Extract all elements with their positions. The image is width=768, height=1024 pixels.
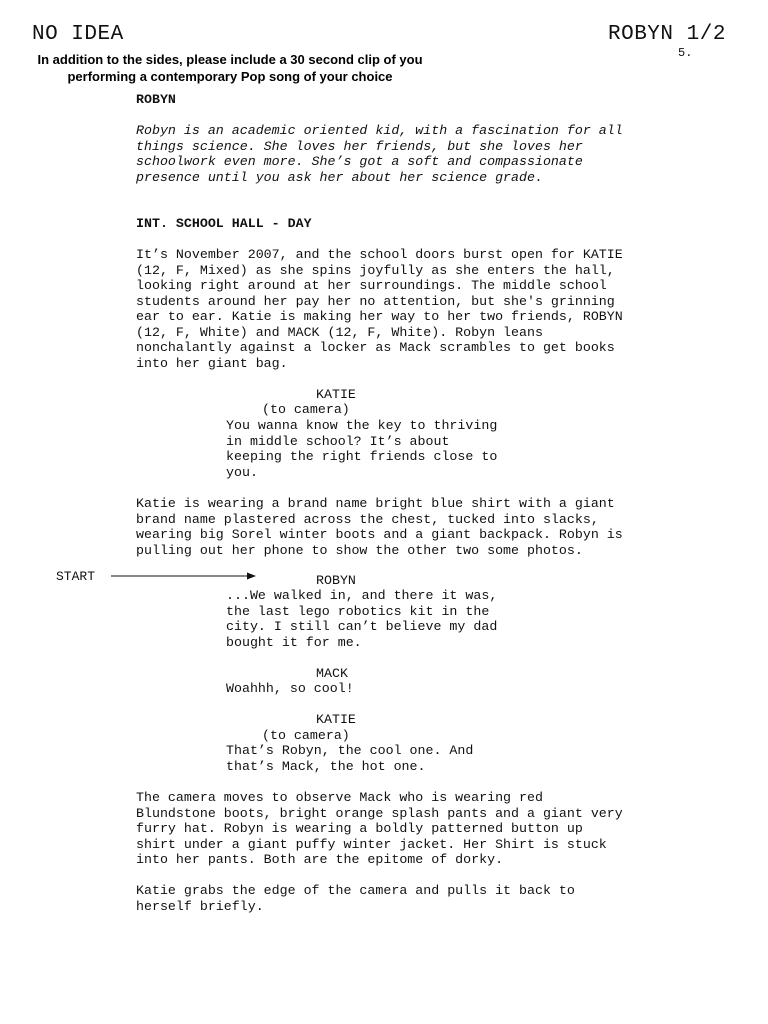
action-line: nonchalantly against a locker as Mack scrambles to get books <box>136 340 615 355</box>
action-line: Katie grabs the edge of the camera and pulls it back to <box>136 883 575 898</box>
arrow-right-icon <box>111 569 256 583</box>
character-description <box>136 123 623 185</box>
action-block <box>136 496 623 558</box>
dialogue-block <box>226 743 473 774</box>
dialogue-line: the last lego robotics kit in the <box>226 603 490 619</box>
dialogue-line: ...We walked in, and there it was, <box>226 588 498 603</box>
action-block <box>136 247 623 371</box>
action-line: (12, F, White) and MACK (12, F, White). Robyn leans <box>136 324 543 340</box>
parenthetical: (to camera) <box>262 728 350 743</box>
action-line: furry hat. Robyn is wearing a boldly patterned button up <box>136 821 583 836</box>
character-cue: MACK <box>316 666 348 681</box>
action-line: into her giant bag. <box>136 355 288 371</box>
action-line: Katie is wearing a brand name bright blue shirt with a giant <box>136 496 615 511</box>
dialogue-block <box>226 588 497 650</box>
dialogue-line: that’s Mack, the hot one. <box>226 758 426 774</box>
action-line: pulling out her phone to show the other two some photos. <box>136 542 583 558</box>
action-block <box>136 790 623 868</box>
page-number: 5. <box>678 46 693 60</box>
dialogue-line: city. I still can’t believe my dad <box>226 619 498 634</box>
dialogue-line: in middle school? It’s about <box>226 433 450 449</box>
action-line: looking right around at her surroundings. The middle school <box>136 278 607 293</box>
action-line: Blundstone boots, bright orange splash pants and a giant very <box>136 805 623 821</box>
action-line: herself briefly. <box>136 898 264 914</box>
action-line: brand name plastered across the chest, tucked into slacks, <box>136 511 599 527</box>
parenthetical: (to camera) <box>262 402 350 417</box>
description-line: Robyn is an academic oriented kid, with a fascination for all <box>136 123 623 138</box>
action-block <box>136 883 575 914</box>
dialogue-line: You wanna know the key to thriving <box>226 418 498 433</box>
action-line: The camera moves to observe Mack who is wearing red <box>136 790 543 805</box>
action-line: ear to ear. Katie is making her way to her two friends, ROBYN <box>136 309 623 324</box>
dialogue-block <box>226 418 497 480</box>
dialogue-line: you. <box>226 464 258 480</box>
action-line: shirt under a giant puffy winter jacket. Her Shirt is stuck <box>136 836 607 852</box>
character-cue: KATIE <box>316 387 356 402</box>
description-line: things science. She loves her friends, but she loves her <box>136 138 583 154</box>
action-line: students around her pay her no attention, but she's grinning <box>136 293 615 309</box>
character-cue: ROBYN <box>316 573 356 588</box>
note-line: In addition to the sides, please include a 30 second clip of you <box>37 52 423 67</box>
dialogue-block <box>226 681 354 697</box>
note-line: performing a contemporary Pop song of your choice <box>67 69 393 84</box>
dialogue-line: That’s Robyn, the cool one. And <box>226 743 474 758</box>
character-heading: ROBYN <box>136 92 176 107</box>
scene-heading: INT. SCHOOL HALL - DAY <box>136 216 312 231</box>
action-line: It’s November 2007, and the school doors burst open for KATIE <box>136 247 623 262</box>
dialogue-line: Woahhh, so cool! <box>226 681 354 696</box>
action-line: (12, F, Mixed) as she spins joyfully as she enters the hall, <box>136 262 615 278</box>
role-label: ROBYN 1/2 <box>608 23 726 46</box>
dialogue-line: bought it for me. <box>226 634 362 650</box>
submission-note <box>0 51 460 85</box>
description-line: presence until you ask her about her science grade. <box>136 169 543 185</box>
description-line: schoolwork even more. She’s got a soft and compassionate <box>136 154 583 169</box>
script-title: NO IDEA <box>32 23 124 46</box>
start-marker: START <box>56 569 96 584</box>
action-line: wearing big Sorel winter boots and a giant backpack. Robyn is <box>136 527 623 542</box>
character-cue: KATIE <box>316 712 356 727</box>
dialogue-line: keeping the right friends close to <box>226 449 498 464</box>
action-line: into her pants. Both are the epitome of dorky. <box>136 852 504 867</box>
